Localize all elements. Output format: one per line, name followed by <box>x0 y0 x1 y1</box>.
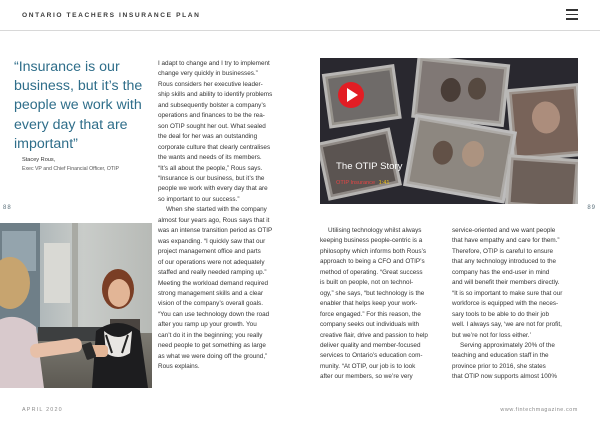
text-line: project management office and parts <box>158 248 261 256</box>
quote-author-role: Exec VP and Chief Financial Officer, OTIP <box>22 166 119 172</box>
text-line: company has the end-user in mind <box>452 268 550 276</box>
photo-stacey-rous <box>0 223 152 388</box>
article-column-4 <box>452 226 586 383</box>
issue-date: APRIL 2020 <box>22 407 63 413</box>
hamburger-menu-icon[interactable] <box>566 9 578 20</box>
text-line: deliver quality and member-focused <box>320 341 421 349</box>
text-line: is built on people, not on technol- <box>320 279 414 287</box>
text-line: Meeting the workload demand required <box>158 279 269 287</box>
text-line: province prior to 2016, she states <box>452 362 546 370</box>
text-line: strong management skills and a clear <box>158 289 264 297</box>
text-line: ogy,” she says, “but technology is the <box>320 289 425 297</box>
text-line: keeping business people-centric is a <box>320 237 423 245</box>
header-divider <box>0 30 600 31</box>
text-line: teaching and education staff in the <box>452 352 549 360</box>
text-line: can’t do it in the beginning; you really <box>158 331 263 339</box>
text-line: staffed and really needed ramping up.” <box>158 269 267 277</box>
text-line: force engaged.” For this reason, the <box>320 310 421 318</box>
video-player[interactable] <box>320 58 578 204</box>
text-line: munity. “At OTIP, our job is to look <box>320 362 416 370</box>
text-line: workforce is equipped with the neces- <box>452 300 559 308</box>
article-column-2 <box>158 59 310 373</box>
text-line: as what we were doing off the ground,” <box>158 352 268 360</box>
text-line: “You can use technology down the road <box>158 310 270 318</box>
text-line: that have empathy and care for them.” <box>452 237 560 245</box>
text-line: but we’re not for loss either.’ <box>452 331 531 339</box>
video-meta <box>336 180 390 186</box>
text-line: “It is so important to make sure that our <box>452 289 563 297</box>
text-line: philosophy which informs both Rous’s <box>320 247 427 255</box>
text-line: service-oriented and we want people <box>452 227 556 234</box>
text-line: corporate culture that clearly centralises <box>158 143 271 151</box>
text-line: Serving approximately 20% of the <box>460 341 555 349</box>
text-line: almost four years ago, Rous says that it <box>158 216 270 224</box>
text-line: approach to being a CFO and OTIP’s <box>320 258 425 266</box>
text-line: vision of the company’s overall goals. <box>158 300 263 308</box>
page-header <box>0 0 600 30</box>
video-channel: OTIP Insurance <box>336 180 376 186</box>
page-number-right: 89 <box>587 205 596 211</box>
video-title: The OTIP Story <box>336 161 403 172</box>
text-line: need people to get something as large <box>158 342 266 350</box>
page-number-left: 88 <box>3 205 12 211</box>
text-line: When she started with the company <box>166 206 267 214</box>
text-line: services to Ontario’s education com- <box>320 352 423 360</box>
text-line: the wants and needs of its members. <box>158 154 262 162</box>
text-line: “It’s all about the people,” Rous says. <box>158 164 263 172</box>
text-line: operations and finances to be the rea- <box>158 112 265 120</box>
text-line: of our operations were not adequately <box>158 258 265 266</box>
text-line: Rous considers her executive leader- <box>158 80 263 88</box>
text-line: people we work with every day that are <box>158 185 268 193</box>
text-line: son OTIP sought her out. What sealed <box>158 122 266 130</box>
text-line: enabler that helps keep your work- <box>320 300 418 308</box>
pull-quote: “Insurance is our business, but it’s the people we work with every day that are important” <box>14 59 143 152</box>
text-line: creative flair, drive and passion to help <box>320 331 428 339</box>
video-duration: 1:41 <box>378 180 390 186</box>
text-line: method of operating. “Great success <box>320 268 423 276</box>
text-line: and will benefit their members directly. <box>452 279 560 287</box>
text-line: the deal for her was an outstanding <box>158 133 258 141</box>
article-column-3 <box>320 226 444 383</box>
text-line: Therefore, OTIP is careful to ensure <box>452 247 554 255</box>
text-line: change very quickly in businesses.” <box>158 70 258 78</box>
text-line: after you ramp up your growth. You <box>158 321 257 329</box>
text-line: I adapt to change and I try to implement <box>158 60 270 67</box>
text-line: company seeks out individuals with <box>320 321 420 329</box>
website-link[interactable]: www.fintechmagazine.com <box>500 407 578 413</box>
text-line: after our members, so we’re very <box>320 373 413 381</box>
text-line: well. I always say, ‘we are not for profit, <box>452 321 562 329</box>
text-line: Rous explains. <box>158 363 200 371</box>
text-line: “Insurance is our business, but it’s the <box>158 174 265 182</box>
text-line: and subsequently bolster a company’s <box>158 101 266 109</box>
text-line: was expanding. “I quickly saw that our <box>158 237 266 245</box>
office-photo-illustration <box>0 223 152 388</box>
text-line: that OTIP now supports almost 100% <box>452 373 557 381</box>
text-line: so important to our success.” <box>158 195 240 203</box>
text-line: ship skills and ability to identify problems <box>158 91 273 99</box>
quote-author-name: Stacey Rous, <box>22 157 56 163</box>
text-line: sary tools to be able to do their job <box>452 310 549 318</box>
text-line: was an intense transition period as OTIP <box>158 227 273 235</box>
text-line: that any technology introduced to the <box>452 258 557 266</box>
text-line: Utilising technology whilst always <box>328 227 422 234</box>
publication-title: ONTARIO TEACHERS INSURANCE PLAN <box>22 12 201 19</box>
play-icon[interactable] <box>338 82 364 108</box>
